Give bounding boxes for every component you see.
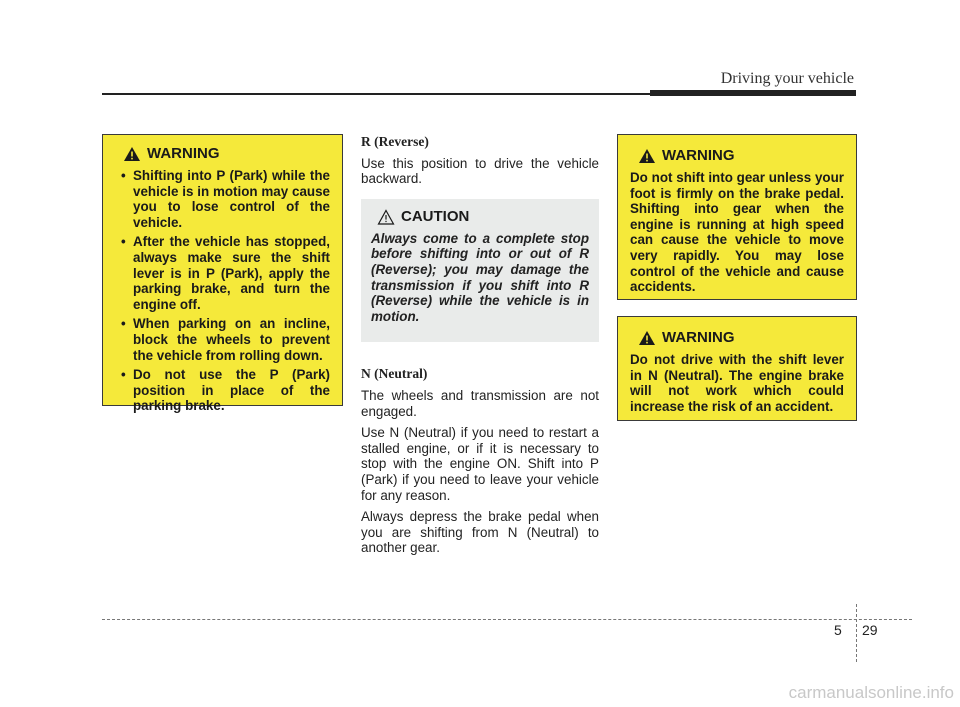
gear-description-column [361, 134, 599, 562]
neutral-text-1: The wheels and transmission are not engaged. [361, 387, 599, 419]
header-rule-accent [650, 90, 856, 96]
warning-box-neutral [617, 316, 857, 421]
neutral-text-3: Always depress the brake pedal when you are shifting from N (Neutral) to another gear. [361, 509, 599, 556]
caution-triangle-icon [377, 209, 395, 225]
list-item: • After the vehicle has stopped, always make sure the shift lever is in P (Park), apply the parking brake, and turn the engine off. [121, 234, 330, 312]
caution-box [361, 199, 599, 343]
page-number-divider [856, 604, 857, 662]
footer-rule [102, 619, 912, 620]
warning-triangle-icon [638, 148, 656, 164]
warning-triangle-icon [638, 330, 656, 346]
warning-text: Do not shift into gear unless your foot is firmly on the brake pedal. Shifting into gear when the engine is running at high speed can cause the vehicle to move very rapidly. You may lose control of the vehicle and cause accidents. [630, 170, 844, 295]
caution-title: CAUTION [401, 207, 470, 225]
list-item: • Do not use the P (Park) position in place of the parking brake. [121, 367, 330, 414]
warning-triangle-icon [123, 146, 141, 162]
warning-title: WARNING [147, 145, 220, 162]
warning-heading [638, 147, 844, 164]
neutral-text-2: Use N (Neutral) if you need to restart a stalled engine, or if it is necessary to stop with the engine ON. Shift into P (Park) if you need to leave your vehicle for any reason. [361, 425, 599, 503]
warning-title: WARNING [662, 329, 735, 346]
list-item: • Shifting into P (Park) while the vehicle is in motion may cause you to lose control of the vehicle. [121, 168, 330, 230]
reverse-text: Use this position to drive the vehicle backward. [361, 155, 599, 187]
reverse-heading: R (Reverse) [361, 134, 429, 149]
neutral-heading: N (Neutral) [361, 366, 428, 382]
warning-heading [123, 145, 330, 162]
warning-box-brake [617, 134, 857, 300]
warning-list [115, 168, 330, 414]
section-title: Driving your vehicle [720, 70, 854, 87]
watermark: carmanualsonline.info [788, 683, 954, 702]
chapter-number: 5 [834, 622, 842, 638]
caution-text: Always come to a complete stop before shifting into or out of R (Reverse); you may damage the transmission if you shift into R (Reverse) while the vehicle is in motion. [371, 230, 589, 324]
caution-heading [377, 209, 589, 225]
warning-box-park [102, 134, 343, 414]
warning-title: WARNING [662, 147, 735, 164]
warning-text: Do not drive with the shift lever in N (Neutral). The engine brake will not work which could increase the risk of an accident. [630, 352, 844, 414]
page-number: 29 [862, 622, 878, 638]
list-item: • When parking on an incline, block the wheels to prevent the vehicle from rolling down. [121, 316, 330, 363]
warning-heading [638, 329, 844, 346]
